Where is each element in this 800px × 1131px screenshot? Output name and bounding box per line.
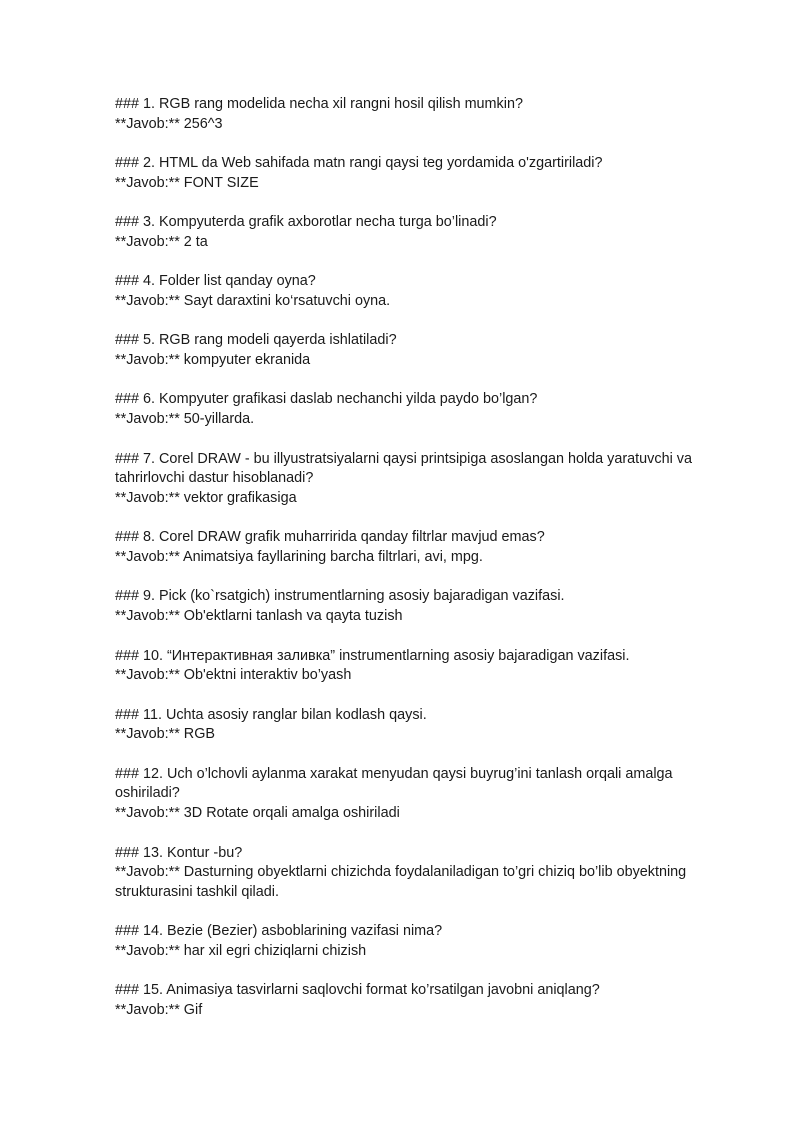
answer-text: **Javob:** 50-yillarda.: [115, 411, 255, 428]
question-text: ### 13. Kontur -bu?: [115, 844, 243, 861]
answer-text: **Javob:** kompyuter ekranida: [115, 352, 311, 369]
question-text: ### 3. Kompyuterda grafik axborotlar necha turga bo’linadi?: [115, 214, 497, 231]
question-text: ### 11. Uchta asosiy ranglar bilan kodlash qaysi.: [115, 706, 427, 723]
qa-item-9: [115, 587, 725, 626]
question-text: ### 10. “Интерактивная заливка” instrumentlarning asosiy bajaradigan vazifasi.: [115, 647, 630, 664]
qa-item-1: [115, 95, 725, 134]
question-text: ### 7. Corel DRAW - bu illyustratsiyalarni qaysi printsipiga asoslangan holda yaratuvchi va tahrirlovchi dastur hisoblanadi?: [115, 450, 692, 487]
qa-item-13: [115, 844, 725, 903]
qa-item-12: [115, 765, 725, 824]
answer-text: **Javob:** har xil egri chiziqlarni chizish: [115, 943, 367, 960]
answer-text: **Javob:** Ob'ektlarni tanlash va qayta tuzish: [115, 608, 403, 625]
qa-item-15: [115, 981, 725, 1020]
question-text: ### 4. Folder list qanday oyna?: [115, 273, 316, 290]
question-text: ### 15. Animasiya tasvirlarni saqlovchi format ko’rsatilgan javobni aniqlang?: [115, 982, 600, 999]
answer-text: **Javob:** Ob'ektni interaktiv bo’yash: [115, 667, 352, 684]
document-body: [115, 95, 725, 1041]
question-text: ### 14. Bezie (Bezier) asboblarining vazifasi nima?: [115, 923, 443, 940]
answer-text: **Javob:** 2 ta: [115, 233, 208, 250]
qa-item-7: [115, 450, 725, 509]
qa-item-11: [115, 706, 725, 745]
qa-item-2: [115, 154, 725, 193]
answer-text: **Javob:** Animatsiya fayllarining barcha filtrlari, avi, mpg.: [115, 549, 483, 566]
qa-item-5: [115, 331, 725, 370]
answer-text: **Javob:** Sayt daraxtini ko‘rsatuvchi oyna.: [115, 292, 391, 309]
answer-text: **Javob:** 3D Rotate orqali amalga oshiriladi: [115, 805, 400, 822]
answer-text: **Javob:** 256^3: [115, 115, 223, 132]
answer-text: **Javob:** RGB: [115, 726, 215, 743]
question-text: ### 6. Kompyuter grafikasi daslab nechanchi yilda paydo bo’lgan?: [115, 391, 538, 408]
answer-text: **Javob:** Gif: [115, 1002, 203, 1019]
question-text: ### 5. RGB rang modeli qayerda ishlatiladi?: [115, 332, 397, 349]
answer-text: **Javob:** FONT SIZE: [115, 174, 259, 191]
qa-item-10: [115, 647, 725, 686]
qa-item-8: [115, 528, 725, 567]
question-text: ### 1. RGB rang modelida necha xil rangni hosil qilish mumkin?: [115, 96, 523, 112]
qa-item-6: [115, 390, 725, 429]
question-text: ### 9. Pick (ko`rsatgich) instrumentlarning asosiy bajaradigan vazifasi.: [115, 588, 565, 605]
qa-item-3: [115, 213, 725, 252]
answer-text: **Javob:** vektor grafikasiga: [115, 489, 297, 506]
question-text: ### 2. HTML da Web sahifada matn rangi qaysi teg yordamida o'zgartiriladi?: [115, 155, 603, 172]
question-text: ### 8. Corel DRAW grafik muharririda qanday filtrlar mavjud emas?: [115, 529, 545, 546]
answer-text: **Javob:** Dasturning obyektlarni chizichda foydalaniladigan to’gri chiziq bo’lib obyektning strukturasini tashkil qiladi.: [115, 864, 687, 900]
qa-item-14: [115, 922, 725, 961]
question-text: ### 12. Uch o’lchovli aylanma xarakat menyudan qaysi buyrug’ini tanlash orqali amalga oshiriladi?: [115, 765, 673, 802]
qa-item-4: [115, 272, 725, 311]
